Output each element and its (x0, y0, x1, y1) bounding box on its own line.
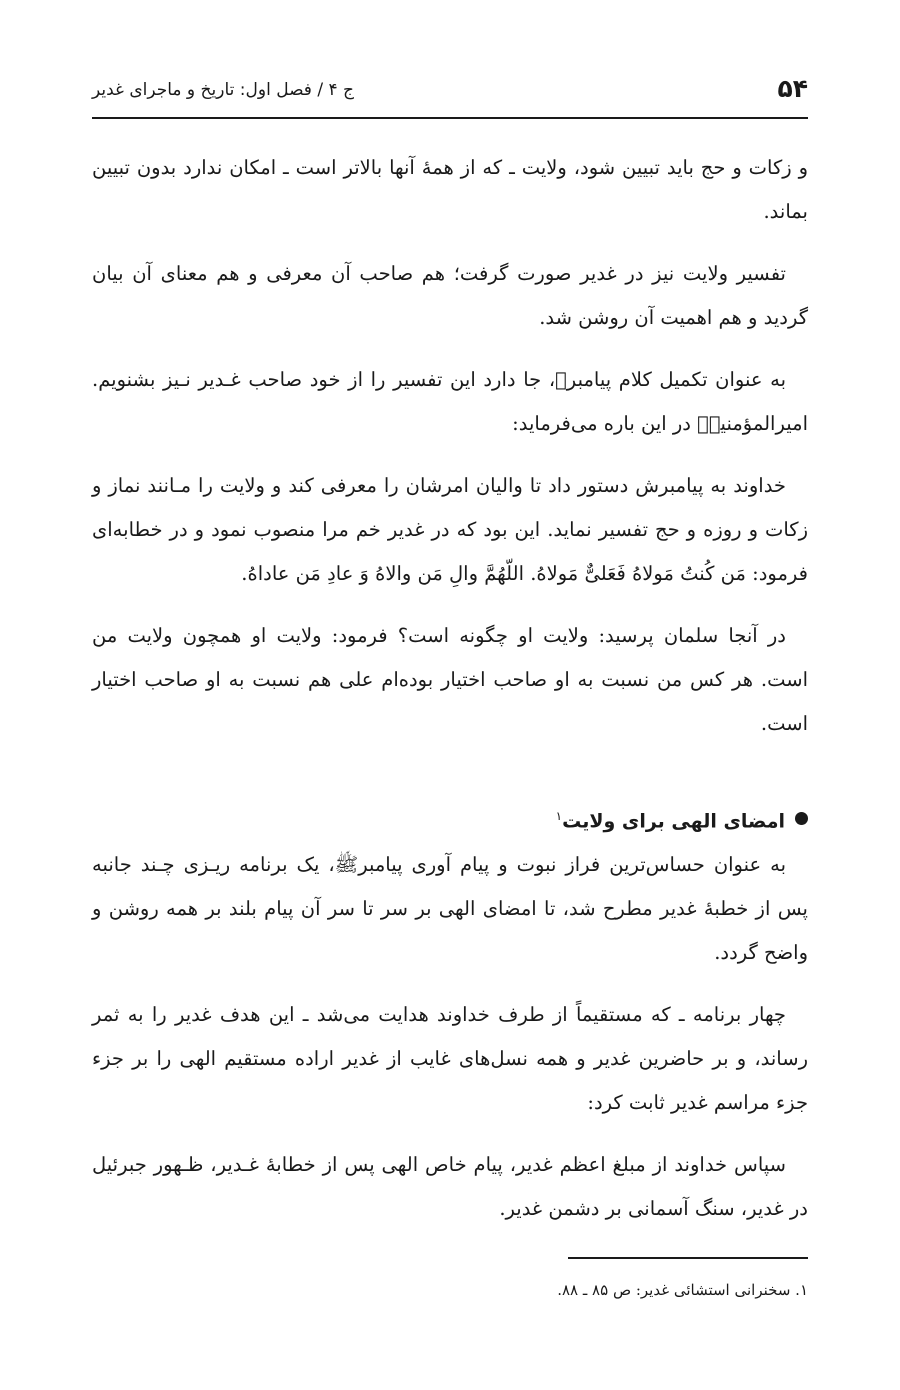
paragraph: به عنوان حساس‌ترین فراز نبوت و پیام آوری پیامبرﷺ، یک برنامه ریـزی چـند جانبه پس از خطبهٔ غدیر مطرح شد، تا امضای الهی بر سر تا سر آن پیام بلند بر همه روشن و واضح گردد. (92, 853, 808, 965)
paragraph-continuation: و زکات و حج باید تبیین شود، ولایت ـ که از همهٔ آنها بالاتر است ـ امکان ندارد بدون تبیین بماند. (92, 156, 808, 223)
paragraph: سپاس خداوند از مبلغ اعظم غدیر، پیام خاص الهی پس از خطابهٔ غـدیر، ظـهور جبرئیل در غدیر، سنگ آسمانی بر دشمن غدیر. (92, 1153, 808, 1221)
footnote: ۱. سخنرانی استشائی غدیر: ص ۸۵ ـ ۸۸. (557, 1281, 808, 1299)
page-number: ۵۴ (777, 74, 808, 103)
body-text (92, 146, 808, 1249)
section-heading (92, 794, 808, 843)
bullet-icon (795, 812, 808, 825)
footnote-marker: ۱ (555, 809, 563, 823)
section-heading-label: امضای الهی برای ولایت (562, 810, 785, 833)
paragraph: چهار برنامه ـ که مستقیماً از طرف خداوند هدایت می‌شد ـ این هدف غدیر را به ثمر رساند، و بر حاضرین غدیر و همه نسل‌های غایب از غدیر اراده مستقیم الهی را بر جزء جزء مراسم غدیر ثابت کرد: (92, 1003, 808, 1115)
book-page (92, 0, 808, 1390)
header-rule (92, 117, 808, 119)
section-heading-text (556, 794, 785, 843)
paragraph-quote: خداوند به پیامبرش دستور داد تا والیان امرشان را معرفی کند و ولایت را مـانند نماز و زکات و روزه و حج تفسیر نماید. این بود که در غدیر خم مرا منصوب نمود و در خطابه‌ای فرمود: مَن کُنتُ مَولاهُ فَعَلیٌّ مَولاهُ. اللّهُمَّ والِ مَن والاهُ وَ عادِ مَن عاداهُ. (92, 474, 808, 585)
paragraph: در آنجا سلمان پرسید: ولایت او چگونه است؟ فرمود: ولایت او همچون ولایت من است. هر کس من نسبت به او صاحب اختیار بوده‌ام علی هم نسبت به او صاحب اختیار است. (92, 624, 808, 735)
page-header (92, 70, 808, 110)
running-title: ج ۴ / فصل اول: تاریخ و ماجرای غدیر (92, 80, 355, 100)
paragraph: به عنوان تکمیل کلام پیامبرﷺ، جا دارد این تفسیر را از خود صاحب غـدیر نـیز بشنویم. امیرالمؤمنینؑ در این باره می‌فرماید: (92, 368, 808, 435)
paragraph: تفسیر ولایت نیز در غدیر صورت گرفت؛ هم صاحب آن معرفی و هم معنای آن بیان گردید و هم اهمیت آن روشن شد. (92, 262, 808, 329)
footnote-rule (568, 1257, 808, 1259)
